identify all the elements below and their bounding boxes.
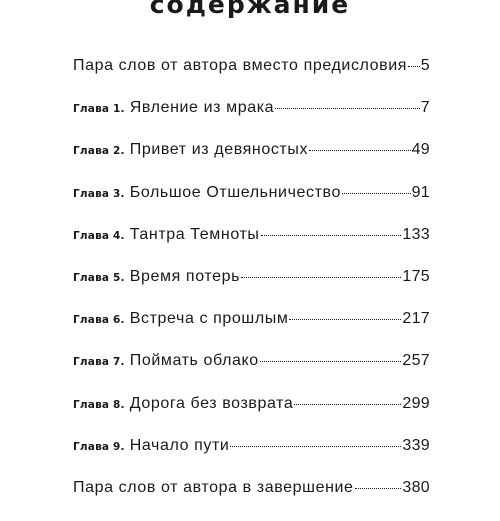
entry-page-number: 49 [411,141,430,159]
toc-entry-chapter-2 [73,141,430,183]
entry-title: Большое Отшельничество [129,183,341,201]
toc-entry-chapter-5 [73,268,430,310]
toc-entry-chapter-1 [73,99,430,141]
toc-entry-chapter-6 [73,310,430,352]
chapter-prefix: Глава 8. [73,398,125,411]
dot-leader [355,488,402,489]
dot-leader [260,361,402,362]
page-title: содержание [149,0,351,19]
entry-title: Начало пути [129,436,230,454]
table-of-contents [73,57,430,521]
entry-title: Время потерь [129,267,241,285]
chapter-prefix: Глава 9. [73,440,125,453]
chapter-prefix: Глава 5. [73,271,125,284]
entry-title: Поймать облако [129,352,259,370]
dot-leader [289,319,401,320]
entry-title: Явление из мрака [129,99,275,117]
toc-entry-chapter-8 [73,395,430,437]
entry-page-number: 133 [402,225,430,243]
toc-entry-chapter-7 [73,352,430,394]
entry-page-number: 299 [402,394,430,412]
chapter-prefix: Глава 3. [73,187,125,200]
entry-title: Тантра Темноты [129,225,260,243]
chapter-prefix: Глава 6. [73,314,125,327]
entry-page-number: 175 [402,267,430,285]
toc-entry-chapter-4 [73,226,430,268]
toc-entry-foreword [73,57,430,99]
entry-page-number: 91 [411,183,430,201]
dot-leader [230,446,401,447]
entry-title: Привет из девяностых [129,141,309,159]
dot-leader [342,193,411,194]
chapter-prefix: Глава 7. [73,356,125,369]
entry-title: Дорога без возврата [129,394,294,412]
entry-page-number: 380 [402,478,430,496]
dot-leader [275,108,420,109]
dot-leader [408,66,420,67]
chapter-prefix: Глава 1. [73,103,125,116]
dot-leader [261,235,402,236]
entry-page-number: 217 [402,310,430,328]
chapter-prefix: Глава 4. [73,229,125,242]
entry-page-number: 257 [402,352,430,370]
dot-leader [241,277,401,278]
entry-title: Пара слов от автора в завершение [73,478,354,496]
toc-entry-chapter-9 [73,437,430,479]
dot-leader [309,150,411,151]
entry-title: Встреча с прошлым [129,310,289,328]
toc-entry-chapter-3 [73,184,430,226]
chapter-prefix: Глава 2. [73,145,125,158]
entry-page-number: 7 [420,99,430,117]
entry-title: Пара слов от автора вместо предисловия [73,57,408,74]
dot-leader [294,404,401,405]
entry-page-number: 5 [420,57,430,74]
entry-page-number: 339 [402,436,430,454]
